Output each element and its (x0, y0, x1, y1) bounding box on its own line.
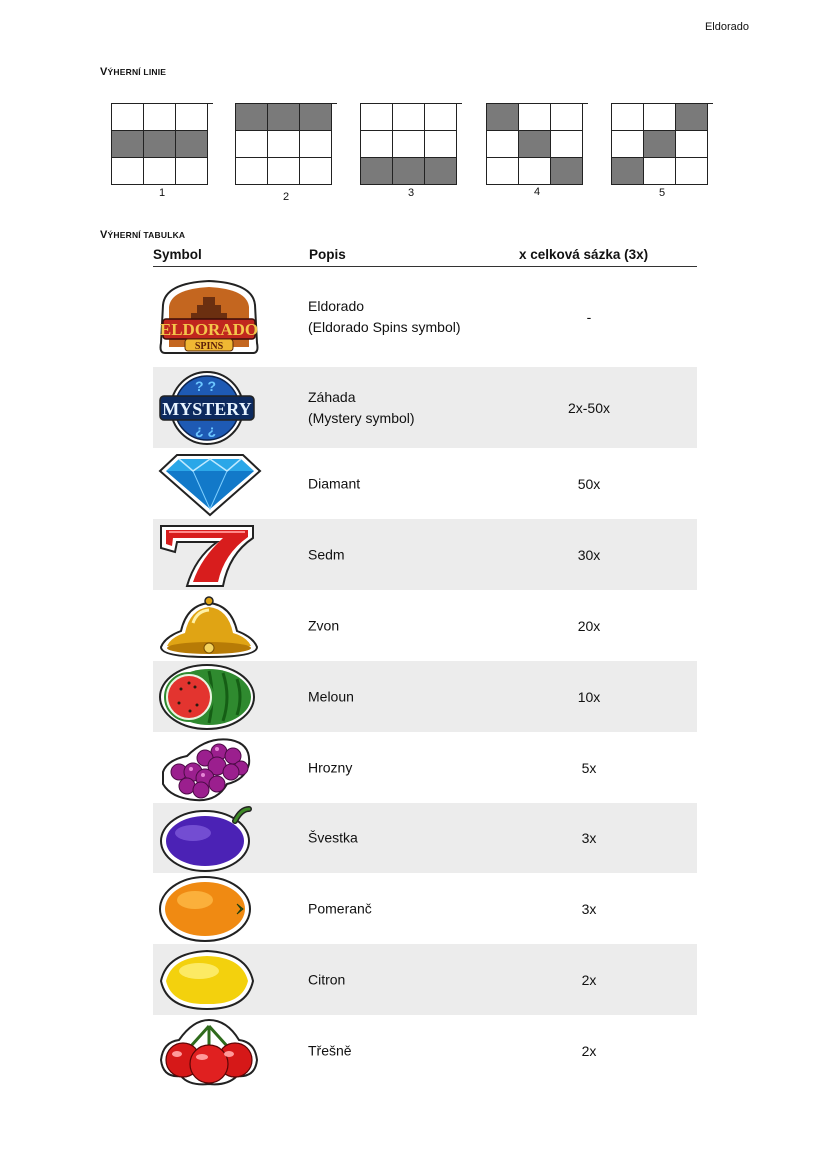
paytable-header (153, 247, 697, 267)
payline-2 (235, 103, 337, 203)
payline-cell (612, 131, 644, 158)
mystery-icon (157, 367, 257, 448)
symbol-name: Diamant (308, 475, 361, 491)
payline-cell (425, 131, 457, 158)
orange-icon (157, 873, 253, 944)
svg-text:? ?: ? ? (195, 377, 216, 394)
symbol-multiplier: 3x (581, 900, 597, 917)
bell-icon (157, 590, 261, 661)
eldorado-spins-icon (157, 266, 261, 367)
payline-cell-active (112, 131, 144, 158)
payline-cell-active (551, 158, 583, 185)
payline-grid (611, 103, 713, 185)
symbol-multiplier: 30x (577, 546, 601, 563)
symbol-description (308, 828, 358, 849)
paytable-body (153, 266, 697, 1086)
paytable-row (153, 803, 697, 873)
symbol-multiplier: 2x-50x (567, 399, 611, 416)
payline-cell-active (236, 104, 268, 131)
payline-cell (268, 158, 300, 185)
diamond-icon (157, 448, 263, 519)
symbol-description (308, 544, 345, 565)
document-header-title: Eldorado (704, 21, 749, 33)
payline-cell-active (268, 104, 300, 131)
payline-cell (551, 131, 583, 158)
payline-cell (519, 158, 551, 185)
payline-cell (393, 104, 425, 131)
payline-cell-active (425, 158, 457, 185)
payline-grid (235, 103, 337, 185)
paytable-row (153, 519, 697, 590)
mystery-logo-text: MYSTERY (162, 398, 252, 419)
payline-cell-active (612, 158, 644, 185)
payline-cell (112, 104, 144, 131)
symbol-name: Třešně (308, 1042, 352, 1058)
payline-grid (360, 103, 462, 185)
paylines-title (100, 66, 166, 78)
symbol-name: Hrozny (308, 759, 353, 775)
payline-grid (486, 103, 588, 185)
payline-cell (487, 131, 519, 158)
paylines-title-initial: V (100, 66, 108, 78)
symbol-name: Zvon (308, 617, 340, 633)
symbol-multiplier: 10x (577, 688, 601, 705)
paylines-title-rest: ÝHERNÍ LINIE (107, 67, 167, 77)
payline-number: 1 (158, 187, 166, 199)
payline-cell-active (393, 158, 425, 185)
paytable-title-initial: V (100, 229, 108, 241)
payline-grid (111, 103, 213, 185)
symbol-multiplier: 2x (581, 1042, 597, 1059)
payline-cell (236, 158, 268, 185)
plum-icon (157, 803, 257, 873)
column-header-multiplier: x celková sázka (3x) (519, 247, 649, 262)
symbol-description (308, 1040, 352, 1061)
payline-cell-active (487, 104, 519, 131)
payline-cell (236, 131, 268, 158)
lemon-icon (157, 944, 257, 1015)
payline-cell (519, 104, 551, 131)
payline-cell (644, 104, 676, 131)
symbol-multiplier: 50x (577, 475, 601, 492)
symbol-name: Eldorado (308, 297, 365, 314)
symbol-multiplier: - (586, 308, 592, 325)
symbol-name: Švestka (308, 829, 358, 846)
svg-text:¿ ¿: ¿ ¿ (195, 421, 216, 438)
symbol-name: Sedm (308, 546, 345, 562)
symbol-note: (Eldorado Spins symbol) (308, 318, 461, 335)
payline-cell (268, 131, 300, 158)
symbol-name: Citron (308, 971, 346, 987)
symbol-description (308, 969, 345, 990)
payline-5 (611, 103, 713, 199)
payline-cell (612, 104, 644, 131)
paytable-row (153, 661, 697, 732)
symbol-multiplier: 2x (581, 971, 597, 988)
payline-4 (486, 103, 588, 198)
payline-cell (144, 104, 176, 131)
symbol-description (308, 387, 415, 429)
payline-cell (425, 104, 457, 131)
payline-cell (361, 131, 393, 158)
column-header-description: Popis (309, 247, 346, 262)
payline-1 (111, 103, 213, 199)
payline-cell (361, 104, 393, 131)
paytable-row (153, 367, 697, 448)
paytable-row (153, 448, 697, 519)
eldorado-logo-text: ELDORADO (159, 319, 259, 339)
payline-cell-active (361, 158, 393, 185)
paytable-row (153, 944, 697, 1015)
payline-cell (300, 131, 332, 158)
payline-cell (551, 104, 583, 131)
paytable-title-rest: ÝHERNÍ TABULKA (107, 230, 186, 240)
symbol-name: Meloun (308, 688, 354, 704)
payline-cell (176, 104, 208, 131)
grapes-icon (157, 732, 253, 803)
column-header-symbol: Symbol (153, 247, 202, 262)
symbol-description (308, 615, 339, 636)
payline-3 (360, 103, 462, 199)
payline-cell-active (519, 131, 551, 158)
symbol-multiplier: 3x (581, 830, 597, 846)
payline-number: 2 (282, 191, 290, 203)
symbol-multiplier: 20x (577, 617, 601, 634)
symbol-description (308, 686, 354, 707)
symbol-description (308, 898, 372, 919)
payline-cell-active (144, 131, 176, 158)
symbol-description (308, 757, 352, 778)
paytable-row (153, 1015, 697, 1086)
symbol-note: (Mystery symbol) (308, 409, 415, 426)
payline-cell (676, 158, 708, 185)
payline-cell-active (176, 131, 208, 158)
payline-cell-active (300, 104, 332, 131)
payline-cell (393, 131, 425, 158)
symbol-description (308, 473, 360, 494)
payline-number: 5 (658, 187, 666, 199)
payline-cell (487, 158, 519, 185)
payline-number: 4 (533, 186, 541, 198)
cherries-icon (157, 1015, 261, 1086)
paytable-row (153, 732, 697, 803)
symbol-multiplier: 5x (581, 759, 597, 776)
paytable-row (153, 873, 697, 944)
payline-cell (144, 158, 176, 185)
payline-cell (676, 131, 708, 158)
paytable-row (153, 590, 697, 661)
payline-number: 3 (407, 187, 415, 199)
paytable-row (153, 266, 697, 367)
eldorado-sub-text: SPINS (194, 340, 224, 352)
symbol-description (308, 296, 461, 338)
payline-cell-active (644, 131, 676, 158)
payline-cell (176, 158, 208, 185)
payline-cell (112, 158, 144, 185)
symbol-name: Záhada (308, 388, 356, 405)
symbol-name: Pomeranč (308, 900, 372, 916)
payline-cell (644, 158, 676, 185)
payline-cell-active (676, 104, 708, 131)
seven-icon (157, 519, 257, 590)
payline-cell (300, 158, 332, 185)
paytable-title (100, 229, 185, 241)
watermelon-icon (157, 661, 257, 732)
